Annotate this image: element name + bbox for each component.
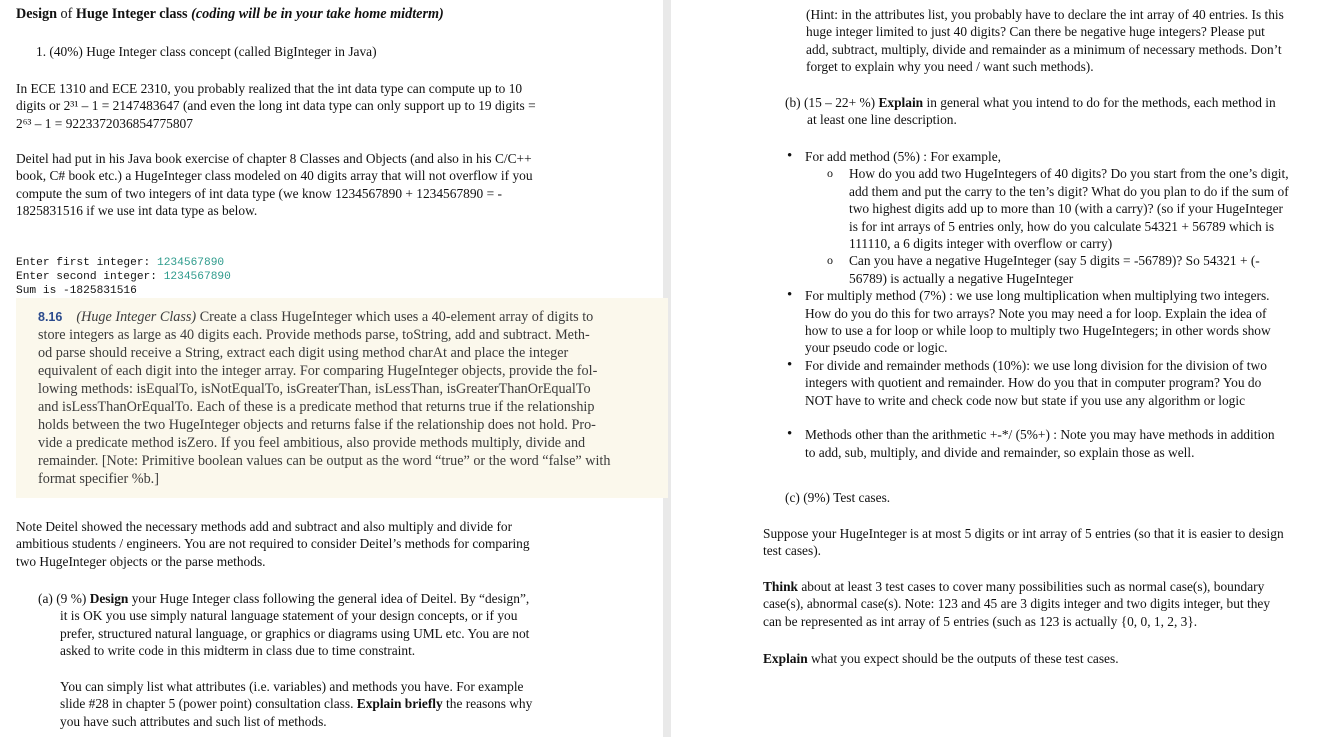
excerpt-line: store integers as large as 40 digits each. Provide methods parse, toString, add and subtract. Meth- bbox=[38, 327, 590, 343]
right-page bbox=[671, 0, 1332, 737]
textbook-excerpt bbox=[16, 298, 668, 498]
part-a: (a) (9 %) Design your Huge Integer class following the general idea of Deitel. By “design”, it is OK you use simply natural language statement of your design concepts, or if you prefer, structured natural language, or graphics or diagrams using UML etc. You are not asked to write code in this midterm in class due to time constraint. bbox=[38, 591, 530, 659]
think-paragraph: Think about at least 3 test cases to cover many possibilities such as normal case(s), boundary case(s), abnormal case(s). Note: 123 and 45 are 3 digits integer and two digits integer, but they can be represented as int array of 5 entries (such as 123 is actually {0, 0, 1, 2, 3}. bbox=[763, 579, 1271, 629]
console-line: Enter first integer: 1234567890 bbox=[16, 257, 225, 269]
circle-bullet-icon: o bbox=[827, 253, 833, 268]
list-item-divide: • For divide and remainder methods (10%): we use long division for the division of two integers with quotient and remainder. How do you that in computer program? You do NOT have to write and check code now but state if you use any algorithm or logic bbox=[787, 356, 1267, 408]
excerpt-line: format specifier %b.] bbox=[38, 471, 159, 487]
part-b: (b) (15 – 22+ %) Explain in general what you intend to do for the methods, each method in at least one line description. bbox=[785, 95, 1276, 128]
list-item-other: • Methods other than the arithmetic +-*/ (5%+) : Note you may have methods in addition to add, sub, multiply, and divide and remainder, so explain those as well. bbox=[787, 426, 1275, 460]
intro-paragraph: In ECE 1310 and ECE 2310, you probably realized that the int data type can compute up to 10 digits or 2³¹ – 1 = 2147483647 (and even the long int data type can only support up to 19 digits = 2⁶³ – 1 = 9223372036854775807 bbox=[16, 81, 536, 131]
bullet-icon: • bbox=[787, 148, 793, 164]
excerpt-line: od parse should receive a String, extract each digit using method charAt and place the integer bbox=[38, 345, 569, 361]
console-line: Sum is -1825831516 bbox=[16, 285, 137, 298]
console-output bbox=[16, 256, 231, 299]
list-item-add: • For add method (5%) : For example, bbox=[787, 148, 1001, 164]
circle-bullet-icon: o bbox=[827, 166, 833, 181]
deitel-paragraph: Deitel had put in his Java book exercise of chapter 8 Classes and Objects (and also in his C/C++ book, C# book etc.) a HugeInteger class modeled on 40 digits array that will not overflow if you compute the sum of two integers of int data type (we know 1234567890 + 1234567890 = - 1825831516 if we use int data type as below. bbox=[16, 151, 533, 219]
sublist-item: o How do you add two HugeIntegers of 40 digits? Do you start from the one’s digit, add them and put the carry to the ten’s digit? What do you plan to do if the sum of two highest digits add up to more than 10 (with a carry)? (so if your HugeInteger is for int arrays of 5 entries only, how do you calculate 54321 + 56789 which is 111110, a 6 digits integer with overflow or carry) bbox=[827, 166, 1289, 252]
explain-paragraph: Explain what you expect should be the outputs of these test cases. bbox=[763, 651, 1119, 666]
excerpt-line: and isLessThanOrEqualTo. Each of these is a predicate method that returns true if the relationship bbox=[38, 399, 595, 415]
question-1: 1. (40%) Huge Integer class concept (called BigInteger in Java) bbox=[36, 44, 377, 59]
page-title: Design of Huge Integer class (coding will be in your take home midterm) bbox=[16, 6, 444, 22]
suppose-paragraph: Suppose your HugeInteger is at most 5 digits or int array of 5 entries (so that it is easier to design test cases). bbox=[763, 526, 1284, 559]
excerpt-line: 8.16 (Huge Integer Class) Create a class HugeInteger which uses a 40-element array of digits to bbox=[38, 309, 594, 325]
list-item-multiply: • For multiply method (7%) : we use long multiplication when multiplying two integers. How do you do this for two arrays? Note you may need a for loop. Explain the idea of how to use a for loop or while loop to multiply two HugeIntegers; in other words show your pseudo code or logic. bbox=[787, 287, 1271, 356]
part-c: (c) (9%) Test cases. bbox=[785, 490, 891, 505]
sublist-item: o Can you have a negative HugeInteger (say 5 digits = -56789)? So 54321 + (- 56789) is actually a negative HugeInteger bbox=[827, 253, 1260, 286]
bullet-icon: • bbox=[787, 287, 793, 304]
excerpt-line: holds between the two HugeInteger objects and returns false if the relationship does not hold. Pro- bbox=[38, 417, 596, 433]
console-line: Enter second integer: 1234567890 bbox=[16, 271, 231, 284]
bullet-icon: • bbox=[787, 426, 793, 443]
note-paragraph: Note Deitel showed the necessary methods add and subtract and also multiply and divide for ambitious students / engineers. You are not required to consider Deitel’s methods for comparing two HugeInteger objects or the parse methods. bbox=[16, 519, 530, 569]
hint-paragraph: (Hint: in the attributes list, you probably have to declare the int array of 40 entries. Is this huge integer limited to just 40 digits? Can there be negative huge integers? Please put add, subtract, multiply, divide and remainder as a minimum of necessary methods. Don’t forget to explain why you need / want such methods). bbox=[806, 7, 1284, 75]
bullet-icon: • bbox=[787, 356, 793, 373]
excerpt-line: lowing methods: isEqualTo, isNotEqualTo, isGreaterThan, isLessThan, isGreaterThanOrEqualTo bbox=[38, 381, 591, 397]
excerpt-line: vide a predicate method isZero. If you feel ambitious, also provide methods multiply, divide and bbox=[38, 435, 586, 451]
methods-list bbox=[787, 148, 1327, 461]
attributes-paragraph: You can simply list what attributes (i.e. variables) and methods you have. For example slide #28 in chapter 5 (power point) consultation class. Explain briefly the reasons why you have such attributes and such list of methods. bbox=[60, 679, 533, 729]
excerpt-line: remainder. [Note: Primitive boolean values can be output as the word “true” or the word “false” with bbox=[38, 453, 611, 469]
left-page bbox=[0, 0, 663, 737]
excerpt-line: equivalent of each digit into the integer array. For comparing HugeInteger objects, provide the fol- bbox=[38, 363, 598, 379]
